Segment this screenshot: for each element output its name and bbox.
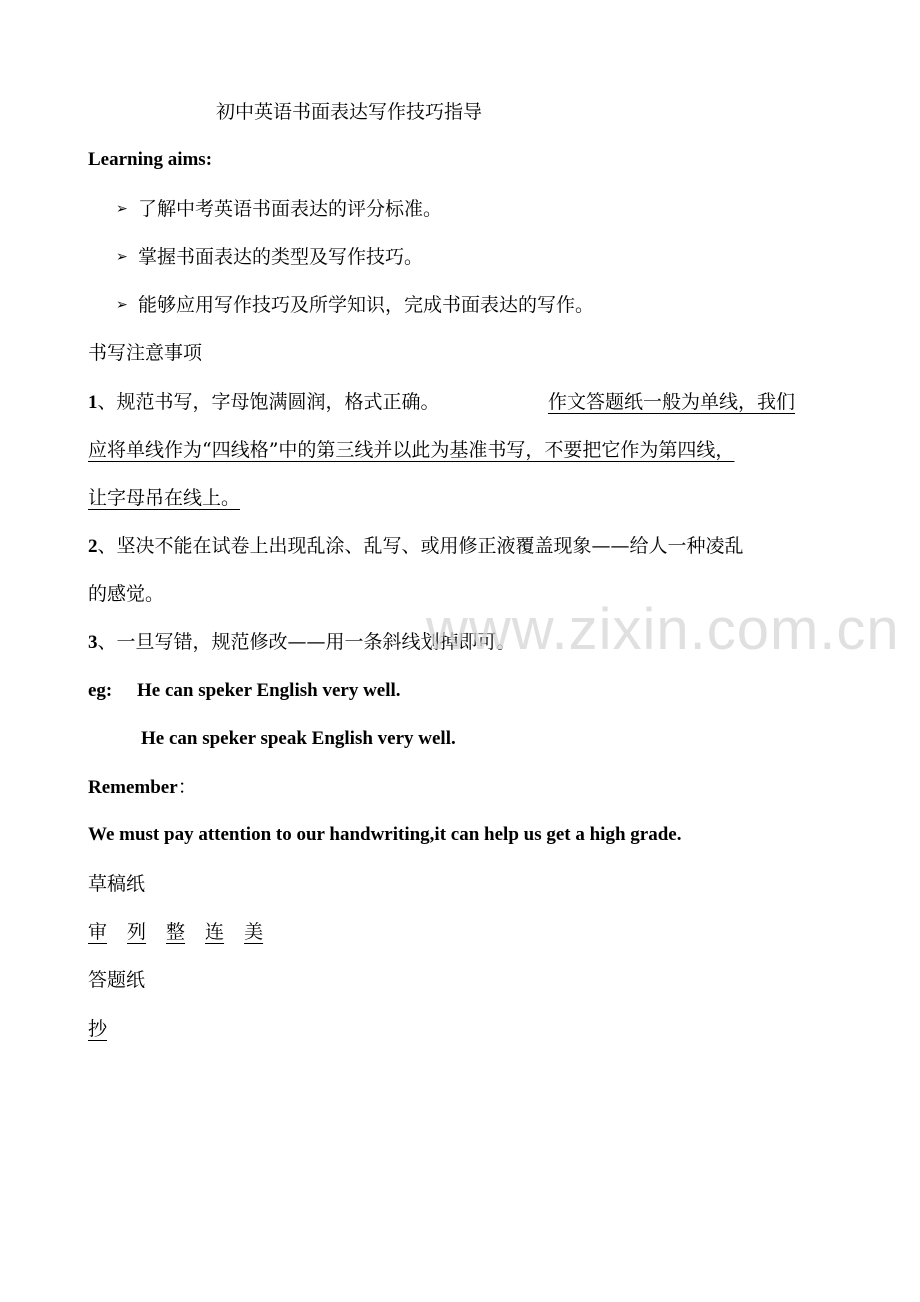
draft-step: 连 [205,921,225,943]
aim-item [116,244,423,272]
example-wrong: He can speker English very well. [137,680,401,701]
draft-step: 美 [244,921,264,943]
arrow-bullet-icon: ➢ [116,297,128,313]
note-text: 、一旦写错，规范修改——用一条斜线划掉即可。 [97,631,516,653]
learning-aims-heading: Learning aims: [88,149,213,170]
arrow-bullet-icon: ➢ [116,249,128,265]
notes-heading: 书写注意事项 [88,342,203,364]
remember-label [88,774,197,801]
draft-steps [88,919,263,945]
note-item-2 [88,533,744,560]
note-number: 1 [88,392,98,413]
draft-step: 列 [127,921,147,943]
aim-item [116,292,594,320]
answer-step: 抄 [88,1018,108,1040]
note-underlined-text: 让字母吊在线上。 [88,487,241,509]
remember-colon: ： [177,776,197,798]
draft-step: 审 [88,921,108,943]
note-underlined-text: 应将单线作为“四线格”中的第三线并以此为基准书写，不要把它作为第四线， [88,439,735,461]
answer-sheet-label: 答题纸 [88,969,146,991]
draft-step: 整 [166,921,186,943]
note-item-3 [88,629,516,656]
arrow-bullet-icon: ➢ [116,201,128,217]
aim-text: 了解中考英语书面表达的评分标准。 [138,198,443,220]
remember-sentence: We must pay attention to our handwriting,it can help us get a high grade. [88,824,682,845]
example-corrected: He can speker speak English very well. [141,728,456,749]
draft-paper-label: 草稿纸 [88,873,146,895]
aim-text: 能够应用写作技巧及所学知识，完成书面表达的写作。 [138,294,595,316]
aim-item [116,196,442,224]
note-text: 、坚决不能在试卷上出现乱涂、乱写、或用修正液覆盖现象——给人一种凌乱 [97,535,744,557]
example-label: eg: [88,680,113,701]
watermark: www.zixin.com.cn [426,597,900,662]
remember-word: Remember [88,777,178,798]
note-item-1 [88,389,440,416]
note-text: 、规范书写，字母饱满圆润，格式正确。 [97,391,440,413]
note-number: 2 [88,536,98,557]
note-number: 3 [88,632,98,653]
note-text-continued: 的感觉。 [88,583,165,605]
aim-text: 掌握书面表达的类型及写作技巧。 [138,246,424,268]
page-title: 初中英语书面表达写作技巧指导 [216,101,483,123]
note-underlined-text: 作文答题纸一般为单线，我们 [548,391,796,413]
